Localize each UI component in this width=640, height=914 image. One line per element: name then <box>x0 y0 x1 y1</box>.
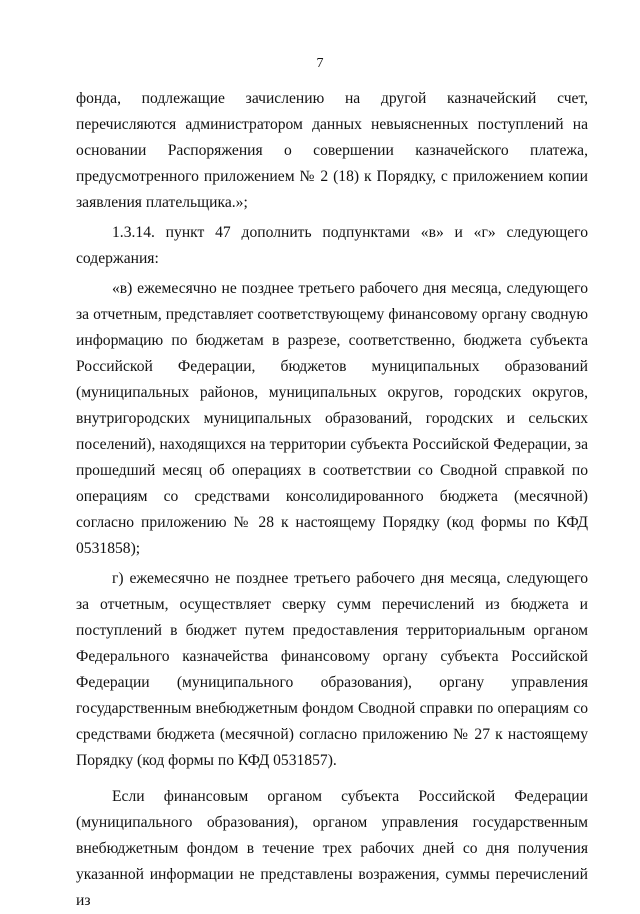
page-number: 7 <box>316 56 324 71</box>
document-body <box>76 86 588 914</box>
paragraph-subitem-v: «в) ежемесячно не позднее третьего рабочего дня месяца, следующего за отчетным, представляет соответствующему финансовому органу сводную информацию по бюджетам в разрезе, соответственно, бюджета субъекта Российской Федерации, бюджетов муниципальных образований (муниципальных районов, муниципальных округов, городских округов, внутригородских муниципальных образований, городских и сельских поселений), находящихся на территории субъекта Российской Федерации, за прошедший месяц об операциях в соответствии со Сводной справкой по операциям со средствами консолидированного бюджета (месячной) согласно приложению № 28 к настоящему Порядку (код формы по КФД 0531858); <box>76 280 588 557</box>
paragraph-if-clause: Если финансовым органом субъекта Российской Федерации (муниципального образования), органом управления государственным внебюджетным фондом в течение трех рабочих дней со дня получения указанной информации не представлены возражения, суммы перечислений из <box>76 788 588 909</box>
paragraph-continuation: фонда, подлежащие зачислению на другой казначейский счет, перечисляются администратором данных невыясненных поступлений на основании Распоряжения о совершении казначейского платежа, предусмотренного приложением № 2 (18) к Порядку, с приложением копии заявления плательщика.»; <box>76 90 588 211</box>
paragraph-item-1-3-14: 1.3.14. пункт 47 дополнить подпунктами «в» и «г» следующего содержания: <box>76 224 588 267</box>
paragraph-subitem-g: г) ежемесячно не позднее третьего рабочего дня месяца, следующего за отчетным, осуществляет сверку сумм перечислений из бюджета и поступлений в бюджет путем предоставления территориальным органом Федерального казначейства финансовому органу субъекта Российской Федерации (муниципального образования), органу управления государственным внебюджетным фондом Сводной справки по операциям со средствами бюджета (месячной) согласно приложению № 27 к настоящему Порядку (код формы по КФД 0531857). <box>76 570 588 769</box>
